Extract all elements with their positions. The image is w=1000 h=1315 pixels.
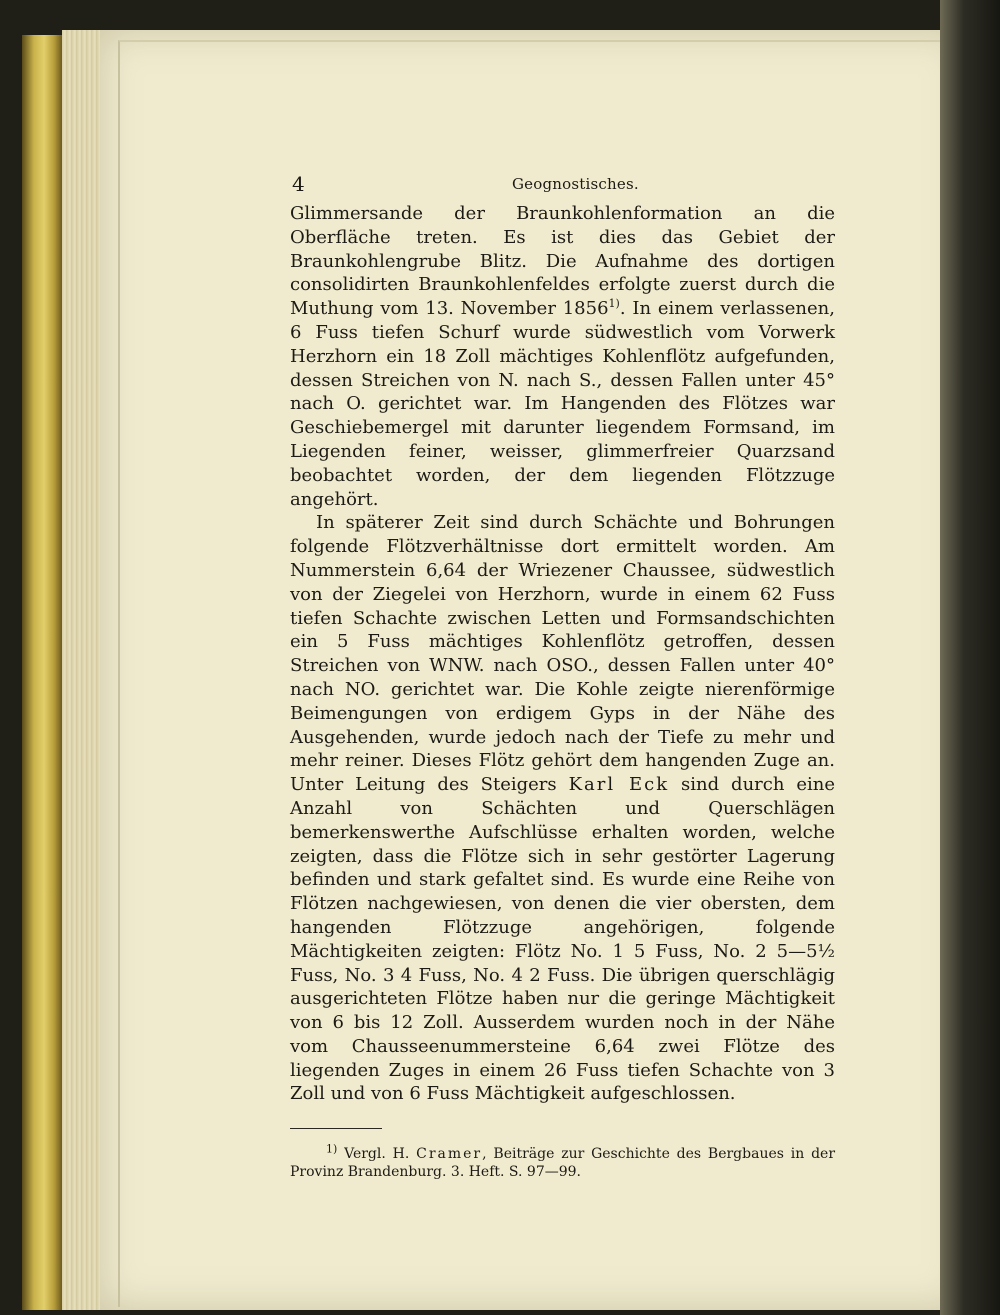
footnote: [290, 1142, 836, 1181]
text-block: [290, 172, 835, 1181]
paragraph-1-continued: . In einem verlassenen, 6 Fuss tiefen Schurf wurde südwestlich vom Vorwerk Herzhorn ein 18 Zoll mächtiges Kohlenflötz aufgefunden, dessen Streichen von N. nach S., dessen Fallen unter 45° nach O. gerichtet war. Im Hangenden des Flötzes war Geschiebemergel mit darunter liegendem Formsand, im Liegenden feiner, weisser, glimmerfreier Quarzsand beobachtet worden, der dem liegenden Flötzzuge angehört.: [290, 298, 835, 510]
person-name: Karl Eck: [568, 774, 670, 796]
footnote-marker: 1): [326, 1142, 338, 1156]
footnote-text-b: , Beiträge zur Geschichte des Bergbaues in der Provinz Brandenburg. 3. Heft. S. 97—99.: [290, 1146, 836, 1181]
paragraph-1: [290, 202, 835, 511]
footnote-reference: 1): [608, 297, 620, 311]
page-number: 4: [292, 172, 305, 196]
paragraph-2-text-b: sind durch eine Anzahl von Schächten und Querschlägen bemerkenswerthe Aufschlüsse erhalten worden, welche zeigten, dass die Flötze sich in sehr gestörter Lagerung befinden und stark gefaltet sind. Es wurde eine Reihe von Flötzen nachgewiesen, von denen die vier obersten, dem hangenden Flötzzuge angehörigen, folgende Mächtigkeiten zeigten: Flötz No. 1 5 Fuss, No. 2 5—5½ Fuss, No. 3 4 Fuss, No. 4 2 Fuss. Die übrigen querschlägig ausgerichteten Flötze haben nur die geringe Mächtigkeit von 6 bis 12 Zoll. Ausserdem wurden noch in der Nähe vom Chausseenummersteine 6,64 zwei Flötze des liegenden Zuges in einem 26 Fuss tiefen Schachte von 3 Zoll und von 6 Fuss Mächtigkeit aufgeschlossen.: [290, 774, 835, 1105]
binding-shadow: [940, 0, 1000, 1315]
page-stack-edge: [62, 30, 102, 1310]
footnote-author: Cramer: [416, 1146, 483, 1163]
running-title: Geognostisches.: [512, 175, 639, 193]
running-head: [290, 172, 835, 202]
paragraph-1-text: Glimmersande der Braunkohlenformation an die Oberfläche treten. Es ist dies das Gebiet der Braunkohlengrube Blitz. Die Aufnahme des dortigen consolidirten Braunkohlenfeldes erfolgte zuerst durch die Muthung vom 13. November 1856: [290, 203, 835, 320]
body-text: [290, 202, 835, 1106]
book-gilt-edge: [22, 35, 62, 1310]
footnote-divider: [290, 1128, 382, 1129]
footnote-text-a: Vergl. H.: [344, 1146, 410, 1163]
paragraph-2-text-a: In späterer Zeit sind durch Schächte und Bohrungen folgende Flötzverhältnisse dort ermittelt worden. Am Nummerstein 6,64 der Wriezener Chaussee, südwestlich von der Ziegelei von Herzhorn, wurde in einem 62 Fuss tiefen Schachte zwischen Letten und Formsandschichten ein 5 Fuss mächtiges Kohlenflötz getroffen, dessen Streichen von WNW. nach OSO., dessen Fallen unter 40° nach NO. gerichtet war. Die Kohle zeigte nierenförmige Beimengungen von erdigem Gyps in der Nähe des Ausgehenden, wurde jedoch nach der Tiefe zu mehr und mehr reiner. Dieses Flötz gehört dem hangenden Zuge an. Unter Leitung des Steigers: [290, 512, 835, 796]
paragraph-2: [290, 511, 835, 1106]
